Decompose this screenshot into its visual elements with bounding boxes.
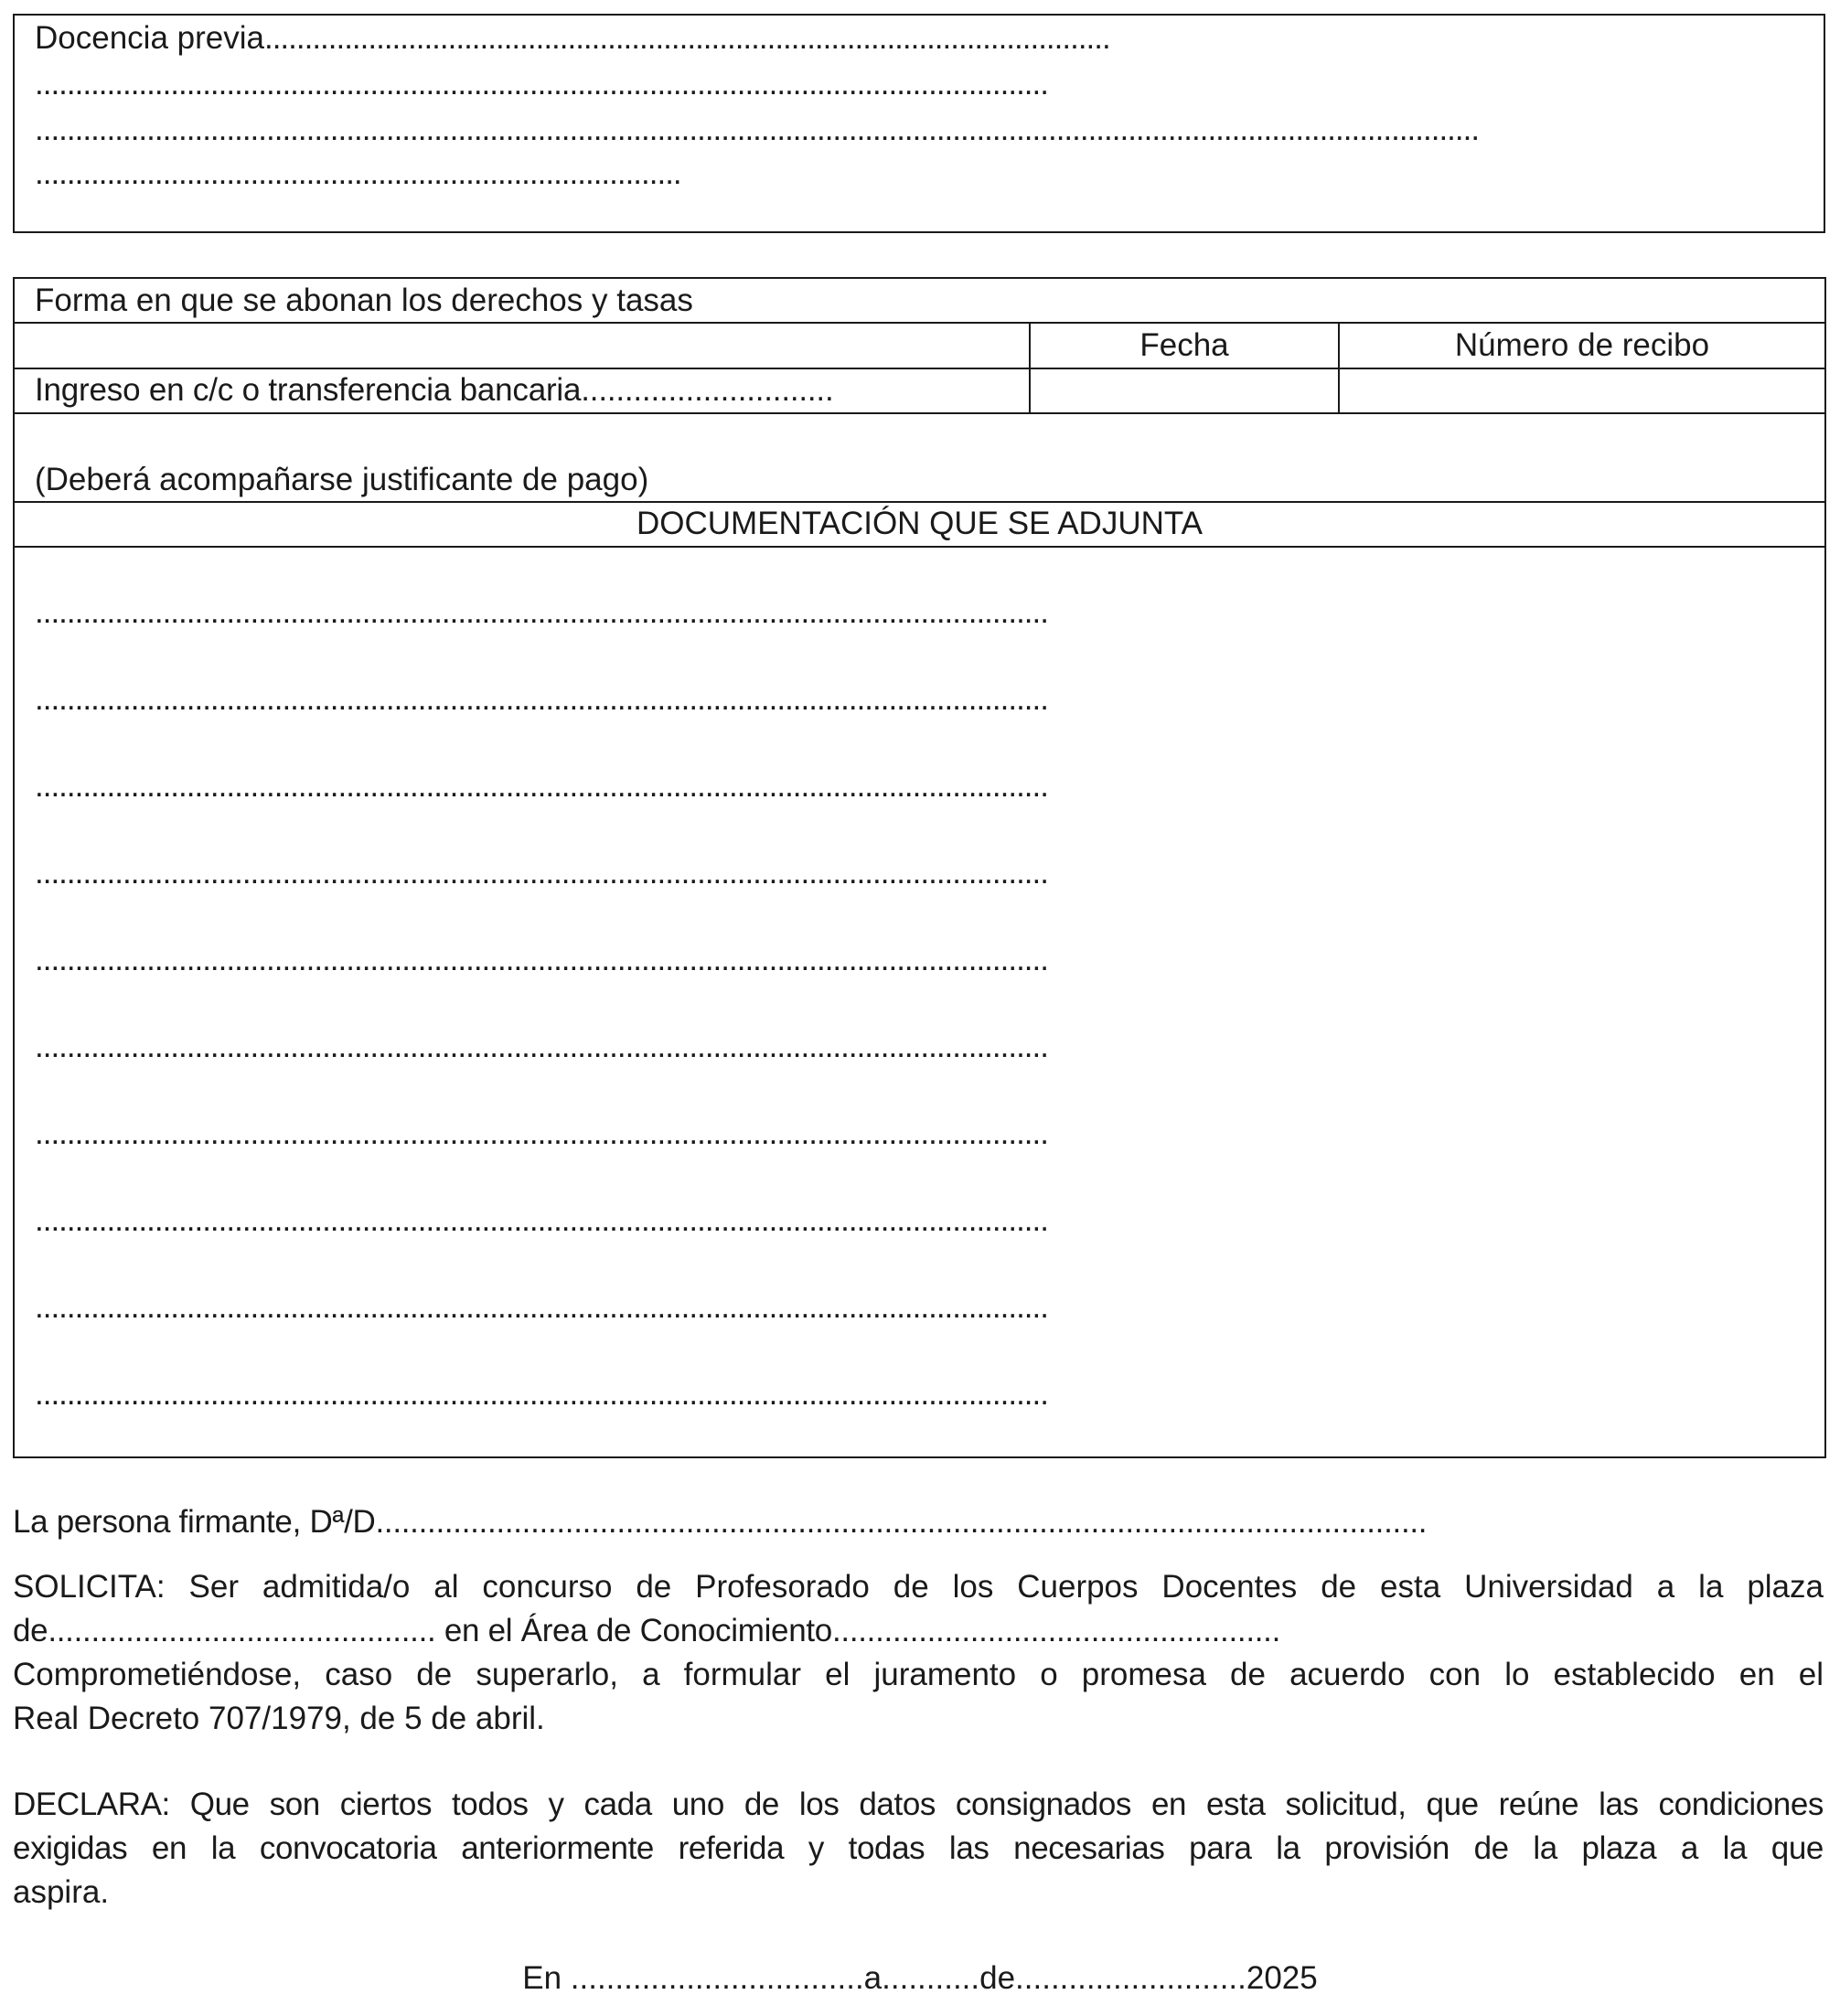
rule-after-ingreso [13,412,1826,414]
rule-after-doc-heading [13,546,1826,548]
docencia-previa-title: Docencia previa [35,20,264,56]
docencia-previa-fill[interactable]: .......................................................................................................... [263,20,1110,56]
documentacion-line[interactable]: ............................................................................................................................... [35,1376,1048,1412]
ingreso-label: Ingreso en c/c o transferencia bancaria............................. [35,372,834,408]
rule-after-note [13,501,1826,503]
docencia-previa-label [35,20,1110,57]
docencia-previa-line-2[interactable]: ............................................................................................................................... [35,66,1048,101]
declara-line-1: DECLARA: Que son ciertos todos y cada uno de los datos consignados en esta solicitud, que reúne las condiciones [13,1787,1824,1822]
documentacion-line[interactable]: ............................................................................................................................... [35,768,1048,804]
documentacion-line[interactable]: ............................................................................................................................... [35,1115,1048,1151]
docencia-previa-line-3[interactable]: ..................................................................................................................................................................................... [35,112,1480,147]
rule-after-heading [13,322,1826,324]
fecha-lugar-line[interactable]: En .................................a...........de..........................2025 [522,1960,1318,1996]
documentacion-line[interactable]: ............................................................................................................................... [35,594,1048,630]
documentacion-line[interactable]: ............................................................................................................................... [35,855,1048,891]
solicita-line-1: SOLICITA: Ser admitida/o al concurso de Profesorado de los Cuerpos Docentes de esta Universidad a la plaza [13,1569,1824,1605]
docencia-previa-line-4[interactable]: ................................................................................. [35,155,681,191]
col-header-fecha: Fecha [1139,327,1229,363]
documentacion-line[interactable]: ............................................................................................................................... [35,1289,1048,1325]
documentacion-line[interactable]: ............................................................................................................................... [35,681,1048,717]
justificante-note: (Deberá acompañarse justificante de pago) [35,462,649,497]
declara-line-3: aspira. [13,1874,110,1910]
solicita-line-3: Comprometiéndose, caso de superarlo, a formular el juramento o promesa de acuerdo con lo establecido en el [13,1657,1824,1692]
solicita-line-2[interactable]: de............................................. en el Área de Conocimiento.................................................... [13,1613,1281,1648]
firmante-line[interactable]: La persona firmante, Dª/D.......................................................................................................................... [13,1504,1428,1540]
pago-heading: Forma en que se abonan los derechos y tasas [35,283,693,318]
documentacion-line[interactable]: ............................................................................................................................... [35,942,1048,977]
documentacion-heading: DOCUMENTACIÓN QUE SE ADJUNTA [636,506,1203,541]
documentacion-line[interactable]: ............................................................................................................................... [35,1202,1048,1238]
recibo-cell[interactable] [1342,372,1823,409]
rule-after-col-headers [13,368,1826,369]
col-header-recibo: Número de recibo [1454,327,1710,363]
solicita-line-4: Real Decreto 707/1979, de 5 de abril. [13,1701,545,1736]
fecha-cell[interactable] [1032,372,1336,409]
documentacion-line[interactable]: ............................................................................................................................... [35,1029,1048,1064]
declara-line-2: exigidas en la convocatoria anteriormente referida y todas las necesarias para la provisión de la plaza a la que [13,1830,1824,1866]
